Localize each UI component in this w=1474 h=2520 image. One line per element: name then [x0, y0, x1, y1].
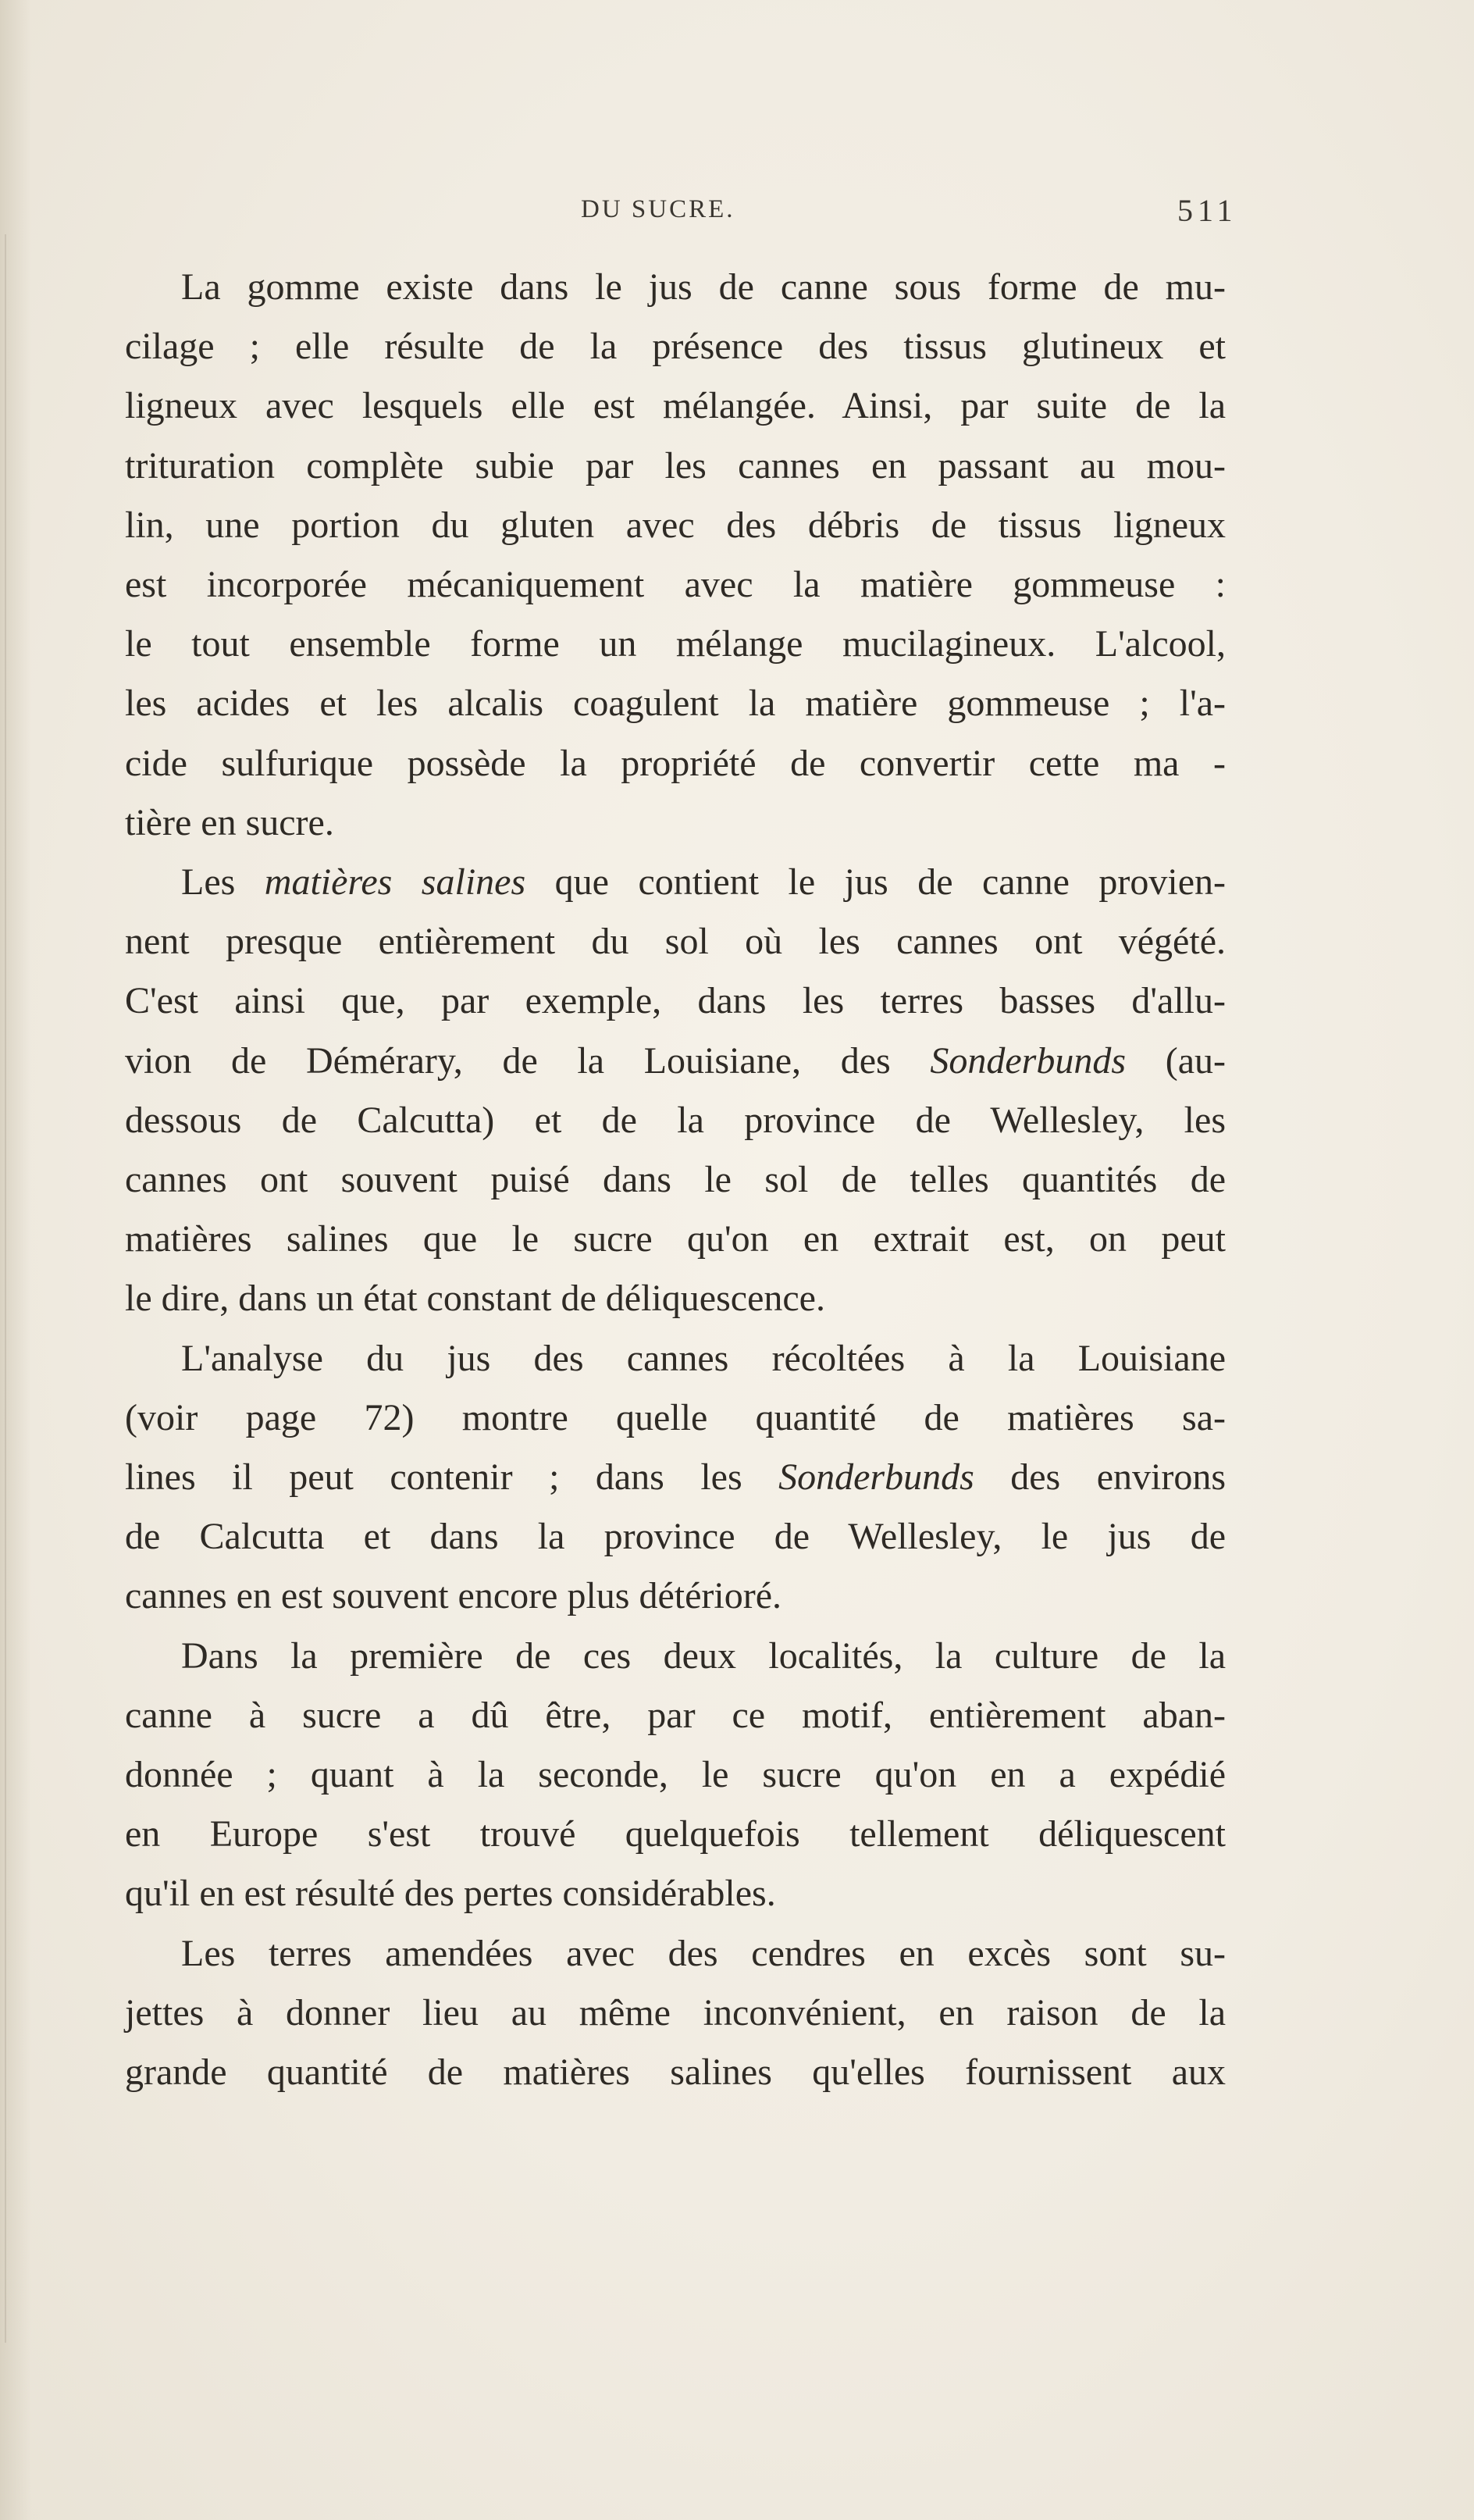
text-segment: (au- [1126, 1039, 1226, 1082]
text-segment: matières salines que le sucre qu'on en extrait est, on peut [125, 1218, 1226, 1260]
text-segment: les acides et les alcalis coagulent la matière gommeuse ; l'a- [125, 683, 1226, 725]
text-segment: de Calcutta et dans la province de Wellesley, le jus de [125, 1516, 1226, 1558]
text-line [125, 1210, 1226, 1269]
text-segment: lines il peut contenir ; dans les [125, 1456, 779, 1499]
text-line [125, 793, 1226, 853]
text-line [125, 258, 1226, 317]
italic-text: Sonderbunds [930, 1039, 1127, 1082]
text-segment: C'est ainsi que, par exemple, dans les terres basses d'allu- [125, 980, 1226, 1022]
paragraph [125, 1627, 1226, 1924]
text-segment: cannes en est souvent encore plus détérioré. [125, 1575, 782, 1617]
text-segment: tière en sucre. [125, 801, 334, 843]
text-line [125, 1567, 1226, 1626]
text-segment: lin, une portion du gluten avec des débris de tissus ligneux [125, 504, 1226, 546]
text-segment: ligneux avec lesquels elle est mélangée. Ainsi, par suite de la [125, 385, 1226, 427]
text-line [125, 437, 1226, 496]
text-segment: Dans la première de ces deux localités, la culture de la [181, 1634, 1226, 1677]
text-segment: cilage ; elle résulte de la présence des tissus glutineux et [125, 326, 1226, 368]
text-line [125, 1984, 1226, 2043]
paragraph [125, 1924, 1226, 2103]
text-segment: (voir page 72) montre quelle quantité de matières sa- [125, 1396, 1226, 1438]
text-segment: en Europe s'est trouvé quelquefois tellement déliquescent [125, 1813, 1226, 1855]
body-text [125, 258, 1226, 2102]
text-segment: trituration complète subie par les cannes en passant au mou- [125, 444, 1226, 487]
text-segment: donnée ; quant à la seconde, le sucre qu'on en a expédié [125, 1754, 1226, 1796]
text-line [125, 674, 1226, 733]
text-line [125, 1924, 1226, 1984]
text-segment: cannes ont souvent puisé dans le sol de telles quantités de [125, 1159, 1226, 1201]
text-segment: La gomme existe dans le jus de canne sous forme de mu- [181, 266, 1226, 308]
paragraph [125, 853, 1226, 1329]
text-segment: vion de Démérary, de la Louisiane, des [125, 1039, 931, 1082]
italic-text: Sonderbunds [778, 1456, 974, 1499]
text-segment: Les [181, 861, 265, 904]
text-line [125, 1507, 1226, 1567]
text-segment: L'analyse du jus des cannes récoltées à la Louisiane [181, 1337, 1226, 1379]
running-title: DU SUCRE. [581, 195, 735, 223]
text-line [125, 317, 1226, 376]
text-line [125, 1745, 1226, 1805]
text-line [125, 1805, 1226, 1864]
text-line [125, 1627, 1226, 1686]
text-segment: nent presque entièrement du sol où les cannes ont végété. [125, 921, 1226, 963]
text-segment: grande quantité de matières salines qu'elles fournissent aux [125, 2051, 1226, 2094]
text-line [125, 2043, 1226, 2102]
text-line [125, 1686, 1226, 1745]
text-line [125, 1388, 1226, 1448]
text-segment: le tout ensemble forme un mélange mucilagineux. L'alcool, [125, 623, 1226, 665]
text-line [125, 615, 1226, 674]
text-line [125, 1448, 1226, 1507]
paragraph [125, 258, 1226, 853]
text-line [125, 971, 1226, 1031]
page-number: 511 [1177, 193, 1237, 228]
text-segment: est incorporée mécaniquement avec la matière gommeuse : [125, 564, 1226, 606]
text-line [125, 1864, 1226, 1923]
text-segment: dessous de Calcutta) et de la province de Wellesley, les [125, 1099, 1226, 1141]
text-line [125, 1329, 1226, 1388]
text-segment: canne à sucre a dû être, par ce motif, entièrement aban- [125, 1694, 1226, 1736]
text-line [125, 1032, 1226, 1091]
text-line [125, 1091, 1226, 1150]
text-line [125, 734, 1226, 793]
text-line [125, 376, 1226, 436]
text-line [125, 1150, 1226, 1210]
page-edge-line [5, 234, 6, 2343]
text-line [125, 912, 1226, 971]
text-segment: le dire, dans un état constant de déliquescence. [125, 1278, 825, 1320]
text-segment: jettes à donner lieu au même inconvénient, en raison de la [125, 1991, 1226, 2033]
text-segment: Les terres amendées avec des cendres en excès sont su- [181, 1932, 1226, 1974]
text-line [125, 555, 1226, 615]
text-segment: cide sulfurique possède la propriété de convertir cette ma - [125, 742, 1226, 784]
text-line [125, 496, 1226, 555]
text-segment: que contient le jus de canne provien- [525, 861, 1227, 904]
text-line [125, 853, 1226, 912]
paragraph [125, 1329, 1226, 1627]
text-segment: qu'il en est résulté des pertes considérables. [125, 1873, 776, 1915]
text-segment: des environs [974, 1456, 1226, 1499]
italic-text: matières salines [264, 861, 526, 904]
text-line [125, 1269, 1226, 1328]
